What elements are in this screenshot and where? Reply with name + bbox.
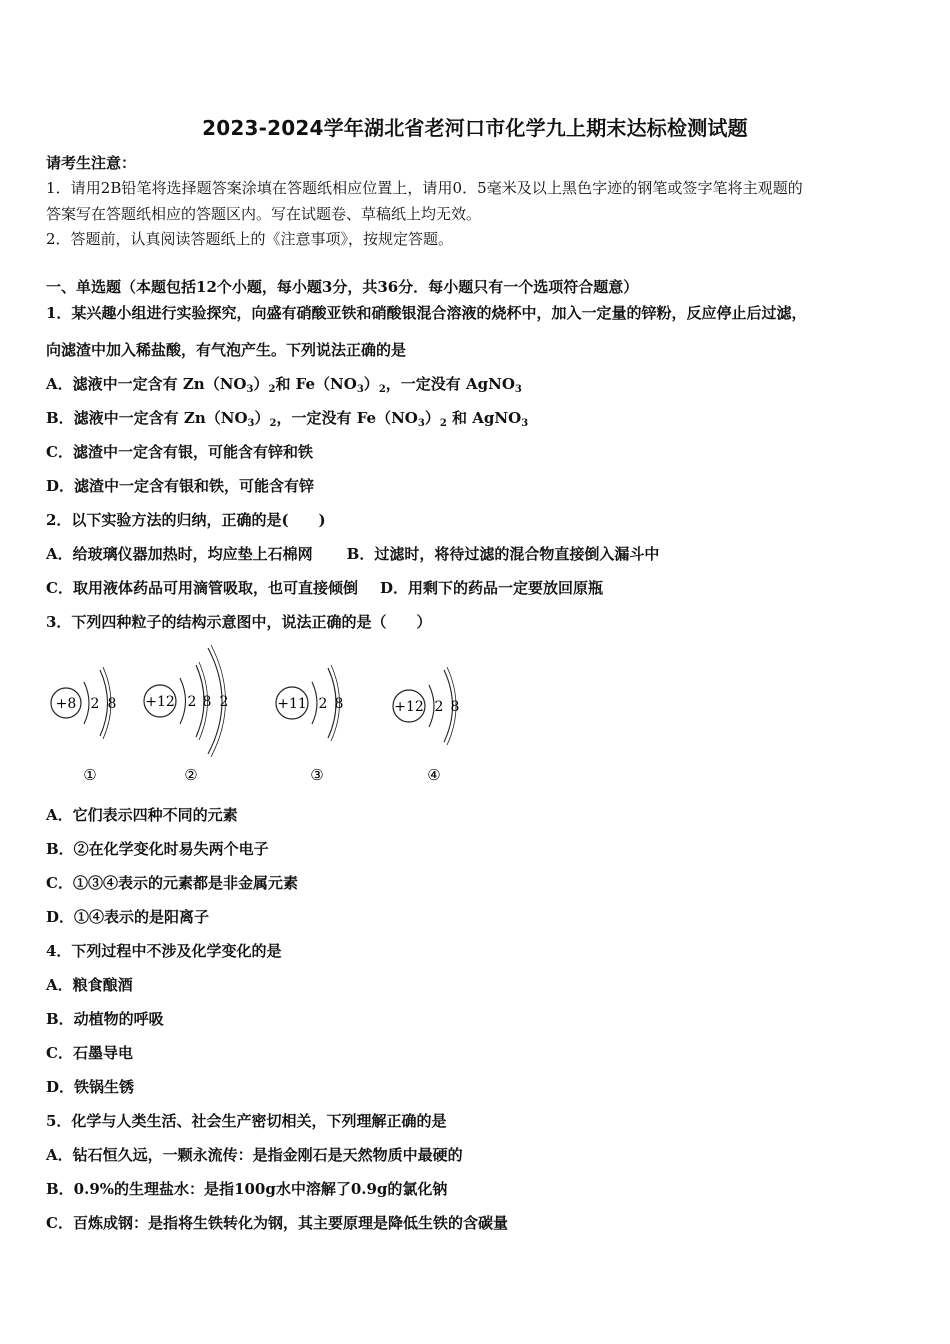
q1-option-d: D．滤渣中一定含有银和铁，可能含有锌 [46,477,315,495]
notice-item-2: 2．答题前，认真阅读答题纸上的《注意事项》，按规定答题。 [46,230,454,248]
notice-item-1-line-1: 1．请用2B铅笔将选择题答案涂填在答题纸相应位置上，请用0．5毫米及以上黑色字迹的钢笔或签字笔将主观题的 [46,179,803,197]
q2-option-d: D．用剩下的药品一定要放回原瓶 [379,579,603,597]
q1-a-part: ，一定没有 AgNO [385,375,515,393]
particle-label: ② [184,766,198,784]
notice-heading: 请考生注意： [46,154,137,172]
exam-title: 2023-2024学年湖北省老河口市化学九上期末达标检测试题 [202,116,748,140]
electron-shell-arc [429,685,434,727]
q1-a-part: A．滤液中一定含有 Zn（NO [46,375,247,393]
particle-label: ③ [310,766,324,784]
shell-electrons: 8 [107,696,117,712]
particle-diagram-4 [393,667,459,784]
electron-shell-arc [100,670,108,736]
q2-options-row-1 [46,543,659,564]
q3-option-b: B．②在化学变化时易失两个电子 [46,840,269,858]
q1-a-part: ） [253,375,269,393]
atomic-structure-diagrams [40,640,480,790]
q1-option-b [46,407,528,429]
particle-diagram-1 [51,667,116,784]
shell-electrons: 2 [187,694,197,710]
q1-a-sub: 3 [514,384,522,395]
q4-stem: 4．下列过程中不涉及化学变化的是 [46,942,282,960]
q4-option-d: D．铁锅生锈 [46,1078,135,1096]
q1-a-sub: 2 [378,384,386,395]
q1-b-sub: 2 [439,418,447,429]
electron-shell-arc [84,682,89,724]
q2-option-c: C．取用液体药品可用滴管吸取，也可直接倾倒 [46,579,358,597]
shell-electrons: 2 [434,699,444,715]
shell-electrons: 2 [219,694,229,710]
section-heading: 一、单选题（本题包括12个小题，每小题3分，共36分．每小题只有一个选项符合题意） [46,278,639,296]
q1-b-part: ） [254,409,270,427]
particle-label: ① [83,766,97,784]
nucleus-charge: +12 [394,699,424,715]
q2-stem: 2．以下实验方法的归纳，正确的是( ) [46,511,326,529]
q1-b-sub: 3 [417,418,425,429]
q4-option-a: A．粮食酿酒 [46,976,133,994]
q1-b-sub: 2 [269,418,277,429]
q3-option-c: C．①③④表示的元素都是非金属元素 [46,874,298,892]
q5-option-c: C．百炼成钢：是指将生铁转化为钢，其主要原理是降低生铁的含碳量 [46,1214,508,1232]
q1-b-part: ） [424,409,440,427]
q1-b-sub: 3 [247,418,255,429]
electron-shell-arc [312,682,317,724]
q5-option-b: B．0.9%的生理盐水：是指100g水中溶解了0.9g的氯化钠 [46,1180,448,1198]
particle-diagram-2 [144,645,228,784]
nucleus-charge: +12 [145,694,175,710]
q1-a-part: ） [363,375,379,393]
electron-shell-arc [180,678,186,724]
q2-option-b: B．过滤时，将待过滤的混合物直接倒入漏斗中 [346,545,660,563]
q1-a-sub: 3 [246,384,254,395]
q1-a-sub: 3 [356,384,364,395]
nucleus-charge: +11 [277,696,307,712]
q1-b-part: ，一定没有 Fe（NO [276,409,418,427]
q1-stem-line-1: 1．某兴趣小组进行实验探究，向盛有硝酸亚铁和硝酸银混合溶液的烧杯中，加入一定量的锌粉，反应停止后过滤， [46,304,807,322]
q4-option-c: C．石墨导电 [46,1044,133,1062]
q1-b-sub: 3 [521,418,529,429]
shell-electrons: 2 [318,696,328,712]
q3-option-a: A．它们表示四种不同的元素 [46,806,238,824]
nucleus-charge: +8 [55,696,77,712]
q2-options-row-2 [46,577,603,598]
q1-a-part: 和 Fe（NO [275,375,357,393]
q5-option-a: A．钻石恒久远，一颗永流传：是指金刚石是天然物质中最硬的 [46,1146,463,1164]
shell-electrons: 8 [202,694,212,710]
shell-electrons: 2 [90,696,100,712]
q3-stem: 3．下列四种粒子的结构示意图中，说法正确的是（ ） [46,613,432,631]
q1-stem-line-2: 向滤渣中加入稀盐酸，有气泡产生。下列说法正确的是 [46,341,407,359]
q1-option-c: C．滤渣中一定含有银，可能含有锌和铁 [46,443,313,461]
q1-b-part: 和 AgNO [446,409,522,427]
particle-label: ④ [427,766,441,784]
q5-stem: 5．化学与人类生活、社会生产密切相关，下列理解正确的是 [46,1112,447,1130]
q2-option-a: A．给玻璃仪器加热时，均应垫上石棉网 [46,545,313,563]
notice-item-1-line-2: 答案写在答题纸相应的答题区内。写在试题卷、草稿纸上均无效。 [46,205,482,223]
q4-option-b: B．动植物的呼吸 [46,1010,164,1028]
shell-electrons: 8 [450,699,460,715]
q1-a-sub: 2 [268,384,276,395]
q1-b-part: B．滤液中一定含有 Zn（NO [46,409,248,427]
particle-diagram-3 [276,665,343,784]
shell-electrons: 8 [334,696,344,712]
q1-option-a [46,373,522,395]
q3-option-d: D．①④表示的是阳离子 [46,908,210,926]
